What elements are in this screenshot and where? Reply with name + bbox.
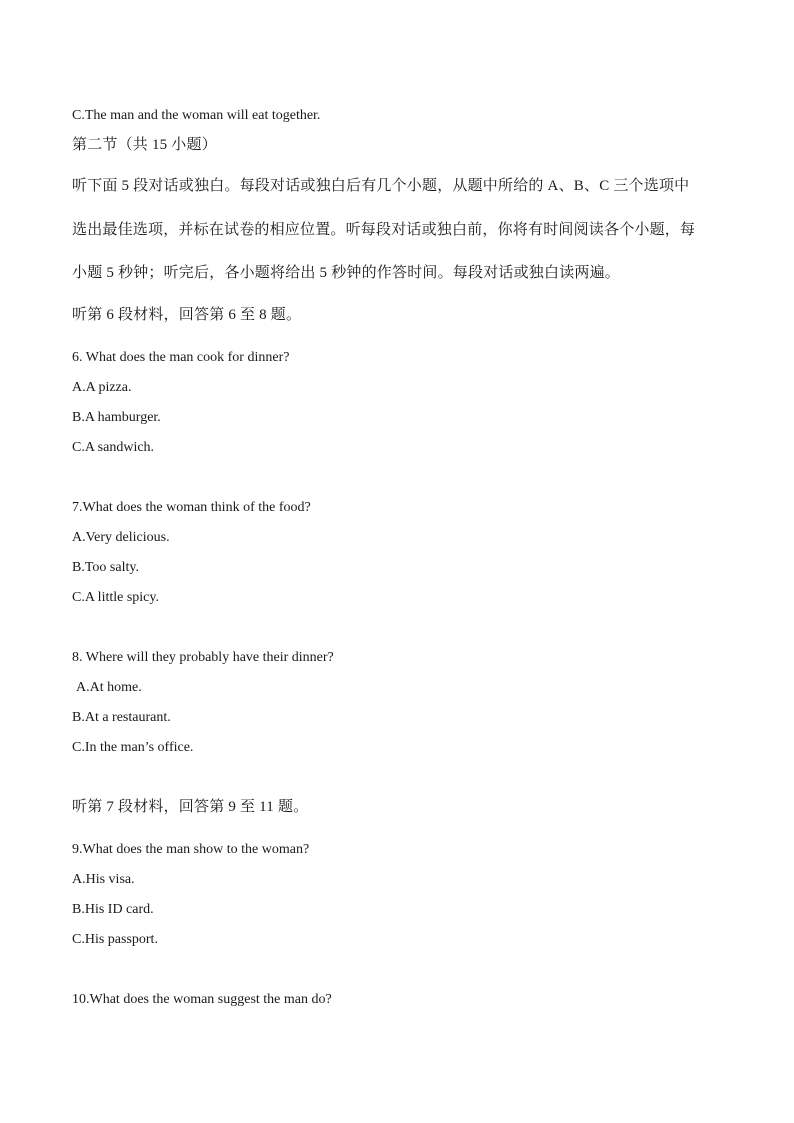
question-8: 8. Where will they probably have their dinner? [72, 650, 334, 665]
question-8-option-b: B.At a restaurant. [72, 710, 171, 725]
material-6-heading: 听第 6 段材料，回答第 6 至 8 题。 [72, 307, 302, 323]
previous-question-option-c: C.The man and the woman will eat together. [72, 108, 321, 123]
question-8-option-c: C.In the man’s office. [72, 740, 194, 755]
question-7-option-a: A.Very delicious. [72, 530, 170, 545]
question-9: 9.What does the man show to the woman? [72, 842, 310, 857]
material-7-heading: 听第 7 段材料，回答第 9 至 11 题。 [72, 799, 309, 815]
question-6: 6. What does the man cook for dinner? [72, 350, 290, 365]
question-7-option-b: B.Too salty. [72, 560, 139, 575]
question-7: 7.What does the woman think of the food? [72, 500, 311, 515]
question-7-option-c: C.A little spicy. [72, 590, 159, 605]
instructions-line-3: 小题 5 秒钟；听完后，各小题将给出 5 秒钟的作答时间。每段对话或独白读两遍。 [72, 265, 621, 281]
instructions-line-2: 选出最佳选项，并标在试卷的相应位置。听每段对话或独白前，你将有时间阅读各个小题，每 [72, 222, 696, 238]
question-6-option-a: A.A pizza. [72, 380, 132, 395]
question-10: 10.What does the woman suggest the man do? [72, 992, 332, 1007]
question-6-option-c: C.A sandwich. [72, 440, 155, 455]
question-9-option-b: B.His ID card. [72, 902, 154, 917]
question-9-option-c: C.His passport. [72, 932, 158, 947]
question-9-option-a: A.His visa. [72, 872, 135, 887]
section-title: 第二节（共 15 小题） [72, 137, 217, 153]
instructions-line-1: 听下面 5 段对话或独白。每段对话或独白后有几个小题，从题中所给的 A、B、C 三个选项中 [72, 178, 690, 194]
question-6-option-b: B.A hamburger. [72, 410, 161, 425]
question-8-option-a: A.At home. [76, 680, 142, 695]
